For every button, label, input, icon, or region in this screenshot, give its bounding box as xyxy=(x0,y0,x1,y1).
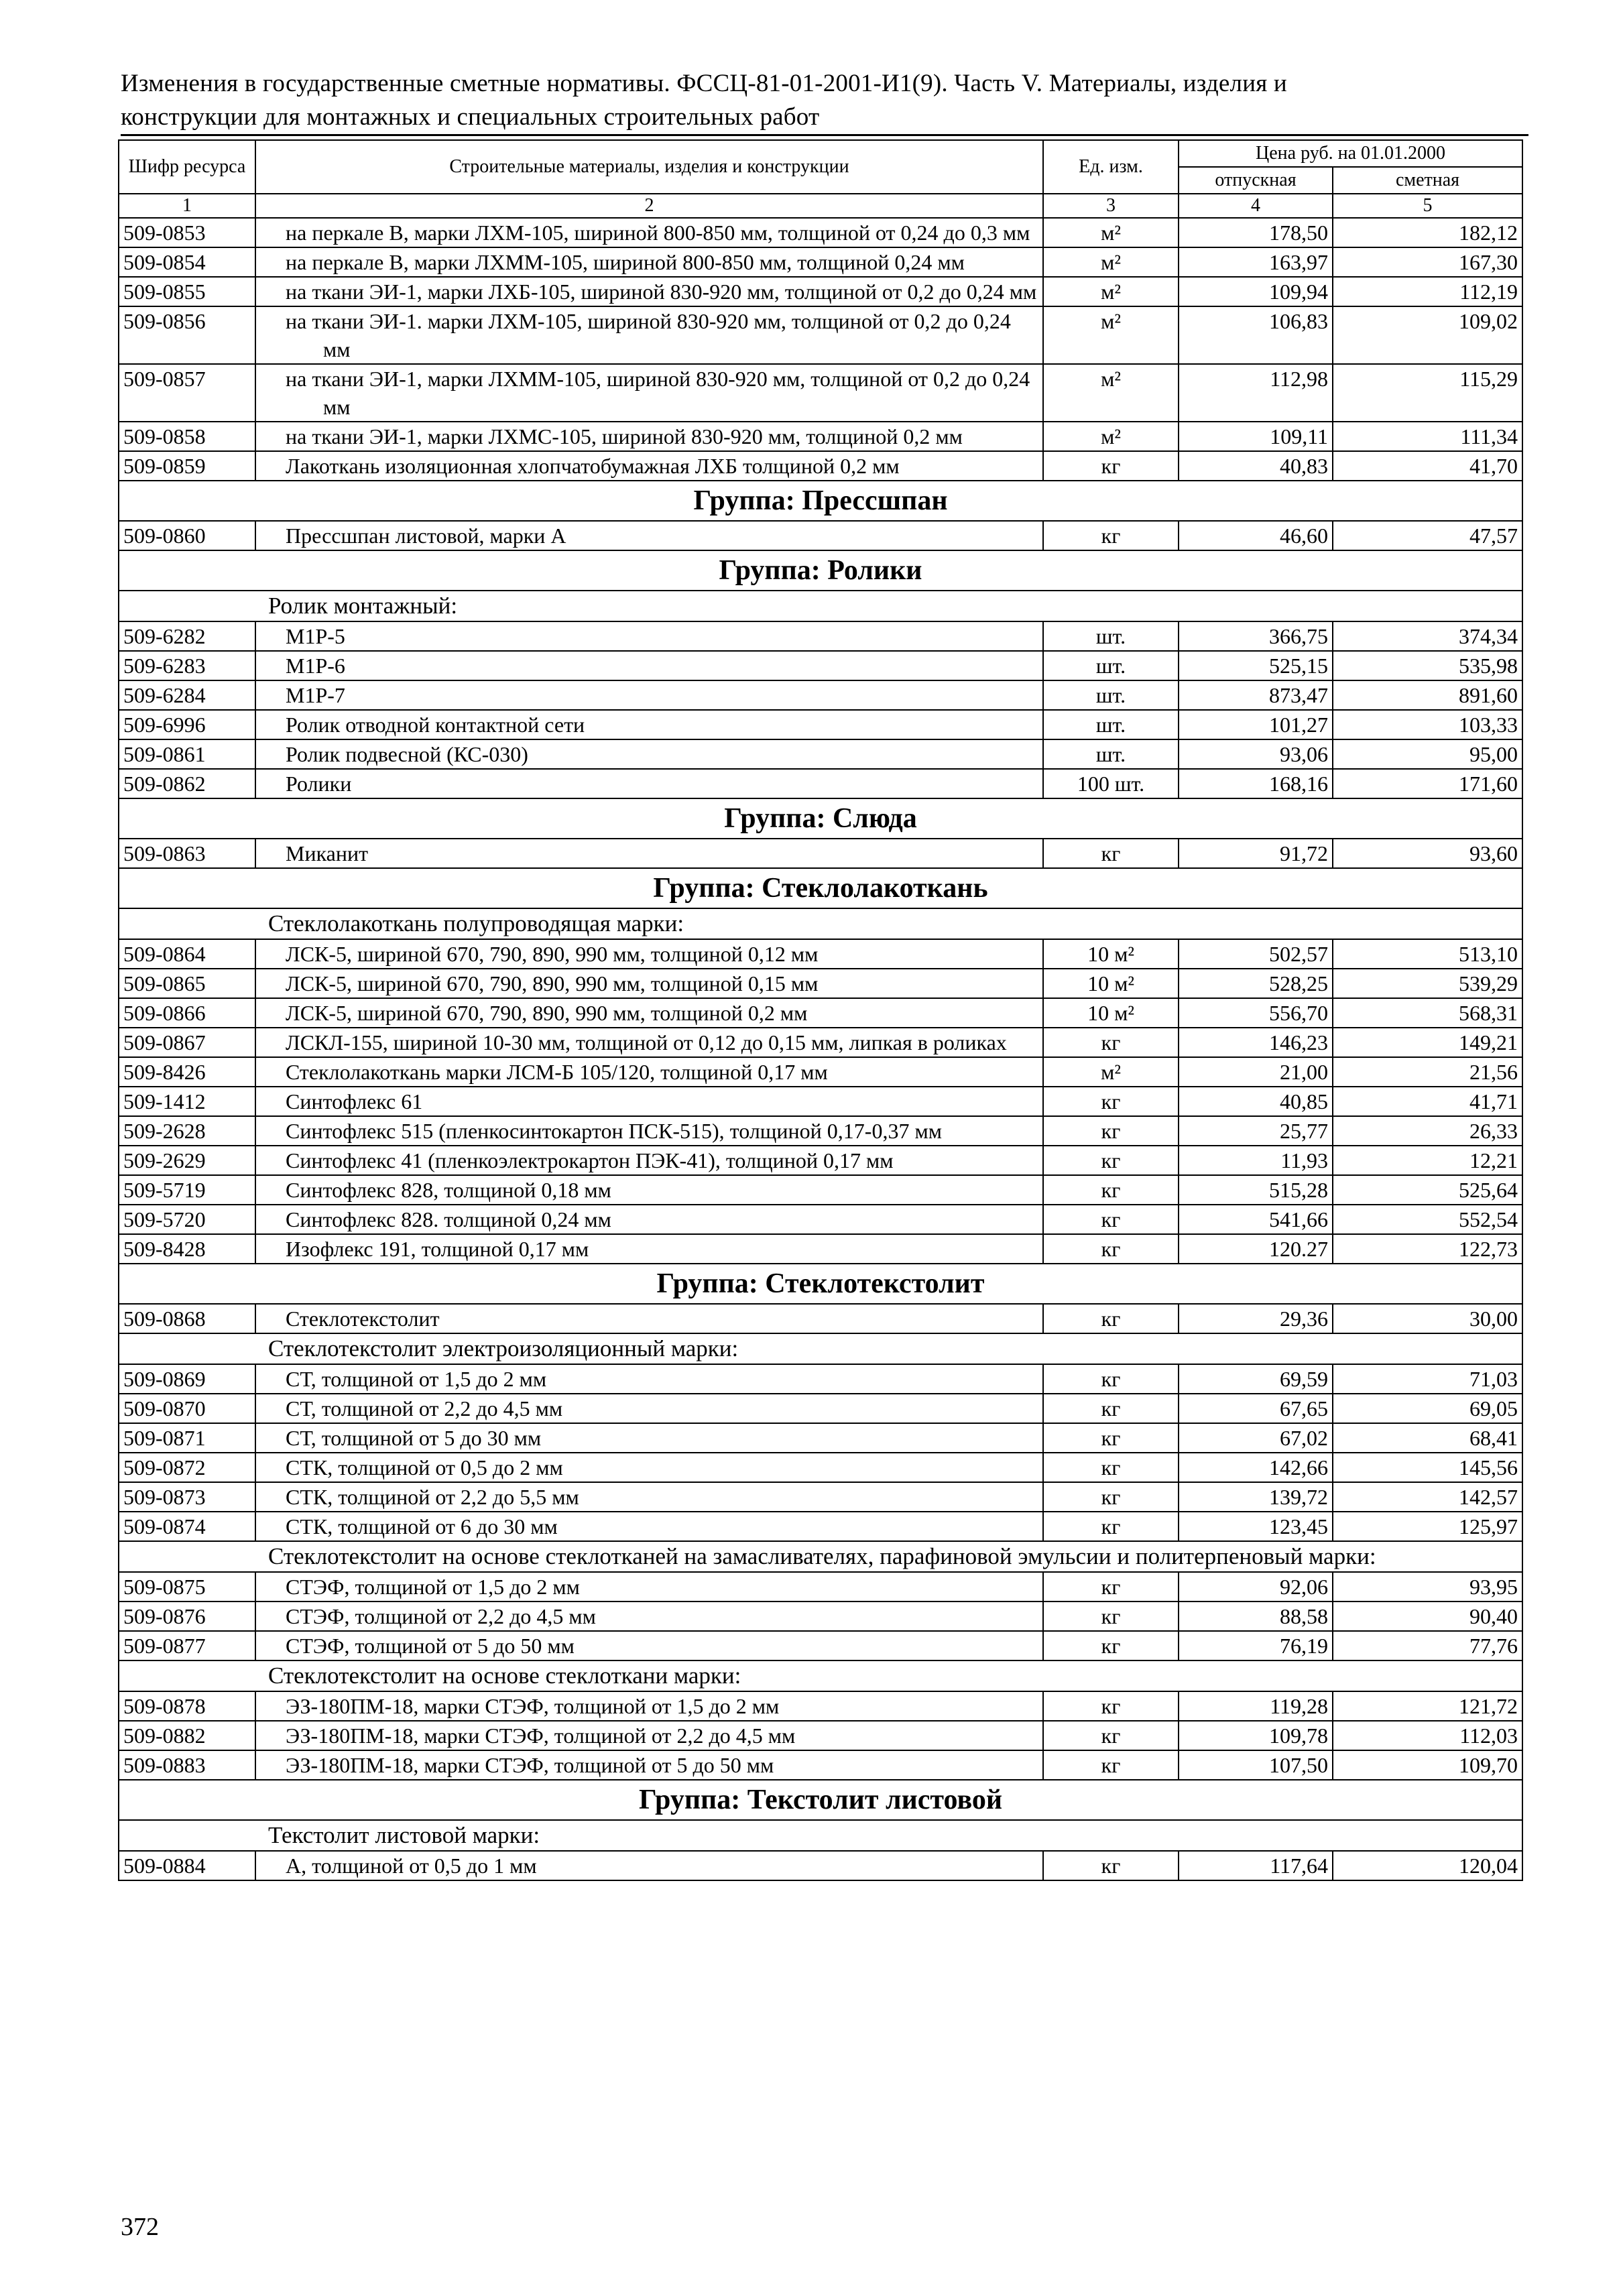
release-price: 76,19 xyxy=(1179,1631,1333,1660)
estimate-price: 109,70 xyxy=(1333,1750,1522,1780)
release-price: 25,77 xyxy=(1179,1116,1333,1146)
unit-of-measure: кг xyxy=(1043,1482,1179,1512)
release-price: 119,28 xyxy=(1179,1691,1333,1721)
unit-of-measure: шт. xyxy=(1043,621,1179,651)
release-price: 92,06 xyxy=(1179,1572,1333,1602)
table-row xyxy=(119,1057,1522,1087)
table-header-row xyxy=(119,140,1522,167)
material-name: Лакоткань изоляционная хлопчатобумажная ЛХБ толщиной 0,2 мм xyxy=(255,451,1043,481)
resource-code: 509-0860 xyxy=(119,521,255,550)
table-row xyxy=(119,1691,1522,1721)
subheading-row xyxy=(119,1820,1522,1851)
material-name: ЛСК-5, шириной 670, 790, 890, 990 мм, толщиной 0,2 мм xyxy=(255,998,1043,1028)
resource-code: 509-0882 xyxy=(119,1721,255,1750)
table-row xyxy=(119,769,1522,798)
material-name: СТЭФ, толщиной от 5 до 50 мм xyxy=(255,1631,1043,1660)
material-name: СТ, толщиной от 5 до 30 мм xyxy=(255,1423,1043,1453)
unit-of-measure: кг xyxy=(1043,1691,1179,1721)
estimate-price: 149,21 xyxy=(1333,1028,1522,1057)
resource-code: 509-0853 xyxy=(119,218,255,247)
material-name: Синтофлекс 61 xyxy=(255,1087,1043,1116)
table-row xyxy=(119,998,1522,1028)
estimate-price: 167,30 xyxy=(1333,247,1522,277)
estimate-price: 122,73 xyxy=(1333,1234,1522,1264)
unit-of-measure: кг xyxy=(1043,1205,1179,1234)
material-name: ЭЗ-180ПМ-18, марки СТЭФ, толщиной от 1,5 до 2 мм xyxy=(255,1691,1043,1721)
table-row xyxy=(119,1364,1522,1394)
subheading-row xyxy=(119,908,1522,939)
table-row xyxy=(119,939,1522,969)
resource-code: 509-6282 xyxy=(119,621,255,651)
unit-of-measure: 10 м² xyxy=(1043,998,1179,1028)
estimate-price: 120,04 xyxy=(1333,1851,1522,1880)
header-unit: Ед. изм. xyxy=(1043,140,1179,194)
resource-code: 509-0870 xyxy=(119,1394,255,1423)
resource-code: 509-0877 xyxy=(119,1631,255,1660)
estimate-price: 93,60 xyxy=(1333,839,1522,868)
material-name: СТ, толщиной от 1,5 до 2 мм xyxy=(255,1364,1043,1394)
material-name: ЛСК-5, шириной 670, 790, 890, 990 мм, толщиной 0,12 мм xyxy=(255,939,1043,969)
estimate-price: 95,00 xyxy=(1333,739,1522,769)
release-price: 107,50 xyxy=(1179,1750,1333,1780)
unit-of-measure: кг xyxy=(1043,451,1179,481)
table-row xyxy=(119,218,1522,247)
release-price: 146,23 xyxy=(1179,1028,1333,1057)
subheading-row xyxy=(119,1541,1522,1572)
estimate-price: 103,33 xyxy=(1333,710,1522,739)
unit-of-measure: кг xyxy=(1043,1721,1179,1750)
resource-code: 509-5720 xyxy=(119,1205,255,1234)
unit-of-measure: кг xyxy=(1043,1304,1179,1333)
estimate-price: 68,41 xyxy=(1333,1423,1522,1453)
table-row xyxy=(119,1572,1522,1602)
estimate-price: 891,60 xyxy=(1333,680,1522,710)
material-name: ЭЗ-180ПМ-18, марки СТЭФ, толщиной от 2,2 до 4,5 мм xyxy=(255,1721,1043,1750)
estimate-price: 41,71 xyxy=(1333,1087,1522,1116)
material-name: СТК, толщиной от 6 до 30 мм xyxy=(255,1512,1043,1541)
table-row xyxy=(119,277,1522,306)
group-heading: Группа: Стеклотекстолит xyxy=(119,1264,1522,1304)
material-name: Миканит xyxy=(255,839,1043,868)
table-row xyxy=(119,1028,1522,1057)
material-name: на перкале В, марки ЛХМ-105, шириной 800-850 мм, толщиной от 0,24 до 0,3 мм xyxy=(255,218,1043,247)
table-row xyxy=(119,451,1522,481)
resource-code: 509-0876 xyxy=(119,1602,255,1631)
resource-code: 509-0884 xyxy=(119,1851,255,1880)
page-number: 372 xyxy=(121,2213,159,2241)
price-table xyxy=(118,139,1523,1881)
table-row xyxy=(119,739,1522,769)
unit-of-measure: кг xyxy=(1043,1364,1179,1394)
table-row xyxy=(119,1602,1522,1631)
resource-code: 509-0878 xyxy=(119,1691,255,1721)
table-row xyxy=(119,1234,1522,1264)
resource-code: 509-8428 xyxy=(119,1234,255,1264)
header-rule xyxy=(121,134,1528,136)
group-heading: Группа: Текстолит листовой xyxy=(119,1780,1522,1820)
unit-of-measure: кг xyxy=(1043,1851,1179,1880)
group-heading-row xyxy=(119,1780,1522,1820)
material-name: на ткани ЭИ-1, марки ЛХММ-105, шириной 830-920 мм, толщиной от 0,2 до 0,24 мм xyxy=(255,364,1043,422)
material-name: Синтофлекс 828. толщиной 0,24 мм xyxy=(255,1205,1043,1234)
estimate-price: 145,56 xyxy=(1333,1453,1522,1482)
material-name: СТ, толщиной от 2,2 до 4,5 мм xyxy=(255,1394,1043,1423)
resource-code: 509-0869 xyxy=(119,1364,255,1394)
unit-of-measure: кг xyxy=(1043,1146,1179,1175)
table-row xyxy=(119,521,1522,550)
header-line-2: конструкции для монтажных и специальных строительных работ xyxy=(121,103,820,131)
material-name: Синтофлекс 515 (пленкосинтокартон ПСК-515), толщиной 0,17-0,37 мм xyxy=(255,1116,1043,1146)
unit-of-measure: кг xyxy=(1043,1028,1179,1057)
resource-code: 509-6996 xyxy=(119,710,255,739)
release-price: 139,72 xyxy=(1179,1482,1333,1512)
unit-of-measure: кг xyxy=(1043,1087,1179,1116)
estimate-price: 513,10 xyxy=(1333,939,1522,969)
table-row xyxy=(119,651,1522,680)
estimate-price: 90,40 xyxy=(1333,1602,1522,1631)
resource-code: 509-0863 xyxy=(119,839,255,868)
table-row xyxy=(119,306,1522,364)
release-price: 91,72 xyxy=(1179,839,1333,868)
estimate-price: 112,19 xyxy=(1333,277,1522,306)
subheading-row xyxy=(119,1333,1522,1364)
material-name: А, толщиной от 0,5 до 1 мм xyxy=(255,1851,1043,1880)
unit-of-measure: шт. xyxy=(1043,710,1179,739)
estimate-price: 115,29 xyxy=(1333,364,1522,422)
material-name: ЛСК-5, шириной 670, 790, 890, 990 мм, толщиной 0,15 мм xyxy=(255,969,1043,998)
header-line-1: Изменения в государственные сметные нормативы. ФССЦ-81-01-2001-И1(9). Часть V. Материалы, изделия и xyxy=(121,70,1287,97)
resource-code: 509-0865 xyxy=(119,969,255,998)
material-name: Синтофлекс 41 (пленкоэлектрокартон ПЭК-41), толщиной 0,17 мм xyxy=(255,1146,1043,1175)
unit-of-measure: кг xyxy=(1043,1750,1179,1780)
subheading: Текстолит листовой марки: xyxy=(119,1820,1522,1851)
estimate-price: 171,60 xyxy=(1333,769,1522,798)
resource-code: 509-0871 xyxy=(119,1423,255,1453)
release-price: 525,15 xyxy=(1179,651,1333,680)
unit-of-measure: м² xyxy=(1043,364,1179,422)
material-name: Ролик подвесной (КС-030) xyxy=(255,739,1043,769)
resource-code: 509-0866 xyxy=(119,998,255,1028)
estimate-price: 12,21 xyxy=(1333,1146,1522,1175)
unit-of-measure: шт. xyxy=(1043,739,1179,769)
table-row xyxy=(119,710,1522,739)
subheading: Стеклотекстолит на основе стеклоткани марки: xyxy=(119,1660,1522,1691)
unit-of-measure: м² xyxy=(1043,277,1179,306)
estimate-price: 112,03 xyxy=(1333,1721,1522,1750)
estimate-price: 125,97 xyxy=(1333,1512,1522,1541)
resource-code: 509-0859 xyxy=(119,451,255,481)
group-heading: Группа: Стеклолакоткань xyxy=(119,868,1522,908)
table-row xyxy=(119,1750,1522,1780)
unit-of-measure: м² xyxy=(1043,1057,1179,1087)
material-name: Ролики xyxy=(255,769,1043,798)
estimate-price: 535,98 xyxy=(1333,651,1522,680)
resource-code: 509-0874 xyxy=(119,1512,255,1541)
table-row xyxy=(119,1453,1522,1482)
unit-of-measure: кг xyxy=(1043,1394,1179,1423)
release-price: 46,60 xyxy=(1179,521,1333,550)
resource-code: 509-0868 xyxy=(119,1304,255,1333)
material-name: на ткани ЭИ-1, марки ЛХБ-105, шириной 830-920 мм, толщиной от 0,2 до 0,24 мм xyxy=(255,277,1043,306)
column-number: 3 xyxy=(1043,194,1179,218)
material-name: М1Р-6 xyxy=(255,651,1043,680)
column-number: 1 xyxy=(119,194,255,218)
unit-of-measure: шт. xyxy=(1043,680,1179,710)
table-row xyxy=(119,1304,1522,1333)
table-row xyxy=(119,364,1522,422)
unit-of-measure: кг xyxy=(1043,1234,1179,1264)
estimate-price: 539,29 xyxy=(1333,969,1522,998)
release-price: 556,70 xyxy=(1179,998,1333,1028)
material-name: СТК, толщиной от 2,2 до 5,5 мм xyxy=(255,1482,1043,1512)
material-name: Стеклолакоткань марки ЛСМ-Б 105/120, толщиной 0,17 мм xyxy=(255,1057,1043,1087)
group-heading: Группа: Слюда xyxy=(119,798,1522,839)
resource-code: 509-1412 xyxy=(119,1087,255,1116)
resource-code: 509-0883 xyxy=(119,1750,255,1780)
resource-code: 509-8426 xyxy=(119,1057,255,1087)
estimate-price: 26,33 xyxy=(1333,1116,1522,1146)
resource-code: 509-0873 xyxy=(119,1482,255,1512)
column-number: 5 xyxy=(1333,194,1522,218)
release-price: 40,85 xyxy=(1179,1087,1333,1116)
estimate-price: 77,76 xyxy=(1333,1631,1522,1660)
estimate-price: 21,56 xyxy=(1333,1057,1522,1087)
release-price: 67,65 xyxy=(1179,1394,1333,1423)
table-row xyxy=(119,1423,1522,1453)
release-price: 69,59 xyxy=(1179,1364,1333,1394)
table-row xyxy=(119,621,1522,651)
subheading: Стеклолакоткань полупроводящая марки: xyxy=(119,908,1522,939)
estimate-price: 568,31 xyxy=(1333,998,1522,1028)
resource-code: 509-0861 xyxy=(119,739,255,769)
release-price: 112,98 xyxy=(1179,364,1333,422)
estimate-price: 71,03 xyxy=(1333,1364,1522,1394)
unit-of-measure: кг xyxy=(1043,1116,1179,1146)
release-price: 515,28 xyxy=(1179,1175,1333,1205)
release-price: 502,57 xyxy=(1179,939,1333,969)
unit-of-measure: кг xyxy=(1043,839,1179,868)
release-price: 67,02 xyxy=(1179,1423,1333,1453)
material-name: СТК, толщиной от 0,5 до 2 мм xyxy=(255,1453,1043,1482)
document-header xyxy=(121,67,1522,134)
unit-of-measure: кг xyxy=(1043,1602,1179,1631)
release-price: 366,75 xyxy=(1179,621,1333,651)
table-row xyxy=(119,1512,1522,1541)
resource-code: 509-6283 xyxy=(119,651,255,680)
header-name: Строительные материалы, изделия и конструкции xyxy=(255,140,1043,194)
column-number: 2 xyxy=(255,194,1043,218)
release-price: 11,93 xyxy=(1179,1146,1333,1175)
estimate-price: 525,64 xyxy=(1333,1175,1522,1205)
estimate-price: 47,57 xyxy=(1333,521,1522,550)
material-name: Прессшпан листовой, марки А xyxy=(255,521,1043,550)
estimate-price: 41,70 xyxy=(1333,451,1522,481)
estimate-price: 374,34 xyxy=(1333,621,1522,651)
resource-code: 509-0858 xyxy=(119,422,255,451)
release-price: 88,58 xyxy=(1179,1602,1333,1631)
unit-of-measure: м² xyxy=(1043,306,1179,364)
unit-of-measure: 10 м² xyxy=(1043,969,1179,998)
release-price: 123,45 xyxy=(1179,1512,1333,1541)
resource-code: 509-2628 xyxy=(119,1116,255,1146)
table-row xyxy=(119,969,1522,998)
material-name: ЛСКЛ-155, шириной 10-30 мм, толщиной от 0,12 до 0,15 мм, липкая в роликах xyxy=(255,1028,1043,1057)
group-heading-row xyxy=(119,481,1522,521)
release-price: 541,66 xyxy=(1179,1205,1333,1234)
estimate-price: 182,12 xyxy=(1333,218,1522,247)
release-price: 117,64 xyxy=(1179,1851,1333,1880)
material-name: Синтофлекс 828, толщиной 0,18 мм xyxy=(255,1175,1043,1205)
table-row xyxy=(119,1631,1522,1660)
subheading: Ролик монтажный: xyxy=(119,591,1522,621)
table-row xyxy=(119,1175,1522,1205)
resource-code: 509-0854 xyxy=(119,247,255,277)
material-name: СТЭФ, толщиной от 1,5 до 2 мм xyxy=(255,1572,1043,1602)
release-price: 528,25 xyxy=(1179,969,1333,998)
release-price: 29,36 xyxy=(1179,1304,1333,1333)
release-price: 109,11 xyxy=(1179,422,1333,451)
release-price: 163,97 xyxy=(1179,247,1333,277)
unit-of-measure: кг xyxy=(1043,1453,1179,1482)
unit-of-measure: м² xyxy=(1043,218,1179,247)
table-row xyxy=(119,247,1522,277)
estimate-price: 121,72 xyxy=(1333,1691,1522,1721)
unit-of-measure: м² xyxy=(1043,422,1179,451)
resource-code: 509-6284 xyxy=(119,680,255,710)
resource-code: 509-0875 xyxy=(119,1572,255,1602)
estimate-price: 142,57 xyxy=(1333,1482,1522,1512)
unit-of-measure: кг xyxy=(1043,1423,1179,1453)
resource-code: 509-5719 xyxy=(119,1175,255,1205)
release-price: 873,47 xyxy=(1179,680,1333,710)
release-price: 120.27 xyxy=(1179,1234,1333,1264)
column-number: 4 xyxy=(1179,194,1333,218)
table-row xyxy=(119,839,1522,868)
header-price: Цена руб. на 01.01.2000 xyxy=(1179,140,1522,167)
resource-code: 509-0856 xyxy=(119,306,255,364)
unit-of-measure: кг xyxy=(1043,1631,1179,1660)
unit-of-measure: 10 м² xyxy=(1043,939,1179,969)
group-heading: Группа: Прессшпан xyxy=(119,481,1522,521)
unit-of-measure: кг xyxy=(1043,1512,1179,1541)
subheading: Стеклотекстолит на основе стеклотканей на замасливателях, парафиновой эмульсии и политерпеновый марки: xyxy=(119,1541,1522,1572)
subheading-row xyxy=(119,1660,1522,1691)
unit-of-measure: кг xyxy=(1043,1175,1179,1205)
table-row xyxy=(119,1851,1522,1880)
material-name: на ткани ЭИ-1, марки ЛХМС-105, шириной 830-920 мм, толщиной 0,2 мм xyxy=(255,422,1043,451)
unit-of-measure: м² xyxy=(1043,247,1179,277)
group-heading: Группа: Ролики xyxy=(119,550,1522,591)
table-row xyxy=(119,1394,1522,1423)
table-row xyxy=(119,1146,1522,1175)
unit-of-measure: кг xyxy=(1043,521,1179,550)
resource-code: 509-0855 xyxy=(119,277,255,306)
subheading: Стеклотекстолит электроизоляционный марки: xyxy=(119,1333,1522,1364)
release-price: 168,16 xyxy=(1179,769,1333,798)
group-heading-row xyxy=(119,798,1522,839)
resource-code: 509-0872 xyxy=(119,1453,255,1482)
release-price: 142,66 xyxy=(1179,1453,1333,1482)
estimate-price: 93,95 xyxy=(1333,1572,1522,1602)
table-row xyxy=(119,422,1522,451)
column-numbers-row xyxy=(119,194,1522,218)
unit-of-measure: кг xyxy=(1043,1572,1179,1602)
material-name: на ткани ЭИ-1. марки ЛХМ-105, шириной 830-920 мм, толщиной от 0,2 до 0,24 мм xyxy=(255,306,1043,364)
header-price-release: отпускная xyxy=(1179,167,1333,194)
release-price: 40,83 xyxy=(1179,451,1333,481)
release-price: 93,06 xyxy=(1179,739,1333,769)
table-row xyxy=(119,1087,1522,1116)
release-price: 106,83 xyxy=(1179,306,1333,364)
estimate-price: 109,02 xyxy=(1333,306,1522,364)
unit-of-measure: 100 шт. xyxy=(1043,769,1179,798)
estimate-price: 30,00 xyxy=(1333,1304,1522,1333)
resource-code: 509-0862 xyxy=(119,769,255,798)
group-heading-row xyxy=(119,1264,1522,1304)
material-name: Стеклотекстолит xyxy=(255,1304,1043,1333)
material-name: Изофлекс 191, толщиной 0,17 мм xyxy=(255,1234,1043,1264)
table-row xyxy=(119,1721,1522,1750)
material-name: СТЭФ, толщиной от 2,2 до 4,5 мм xyxy=(255,1602,1043,1631)
group-heading-row xyxy=(119,868,1522,908)
release-price: 178,50 xyxy=(1179,218,1333,247)
table-row xyxy=(119,680,1522,710)
resource-code: 509-0867 xyxy=(119,1028,255,1057)
release-price: 109,78 xyxy=(1179,1721,1333,1750)
resource-code: 509-0857 xyxy=(119,364,255,422)
estimate-price: 111,34 xyxy=(1333,422,1522,451)
resource-code: 509-0864 xyxy=(119,939,255,969)
header-price-estimate: сметная xyxy=(1333,167,1522,194)
unit-of-measure: шт. xyxy=(1043,651,1179,680)
material-name: М1Р-5 xyxy=(255,621,1043,651)
table-row xyxy=(119,1116,1522,1146)
material-name: Ролик отводной контактной сети xyxy=(255,710,1043,739)
subheading-row xyxy=(119,591,1522,621)
resource-code: 509-2629 xyxy=(119,1146,255,1175)
release-price: 109,94 xyxy=(1179,277,1333,306)
release-price: 21,00 xyxy=(1179,1057,1333,1087)
release-price: 101,27 xyxy=(1179,710,1333,739)
header-code: Шифр ресурса xyxy=(119,140,255,194)
group-heading-row xyxy=(119,550,1522,591)
material-name: на перкале В, марки ЛХММ-105, шириной 800-850 мм, толщиной 0,24 мм xyxy=(255,247,1043,277)
material-name: ЭЗ-180ПМ-18, марки СТЭФ, толщиной от 5 до 50 мм xyxy=(255,1750,1043,1780)
table-row xyxy=(119,1482,1522,1512)
estimate-price: 69,05 xyxy=(1333,1394,1522,1423)
table-row xyxy=(119,1205,1522,1234)
material-name: М1Р-7 xyxy=(255,680,1043,710)
estimate-price: 552,54 xyxy=(1333,1205,1522,1234)
